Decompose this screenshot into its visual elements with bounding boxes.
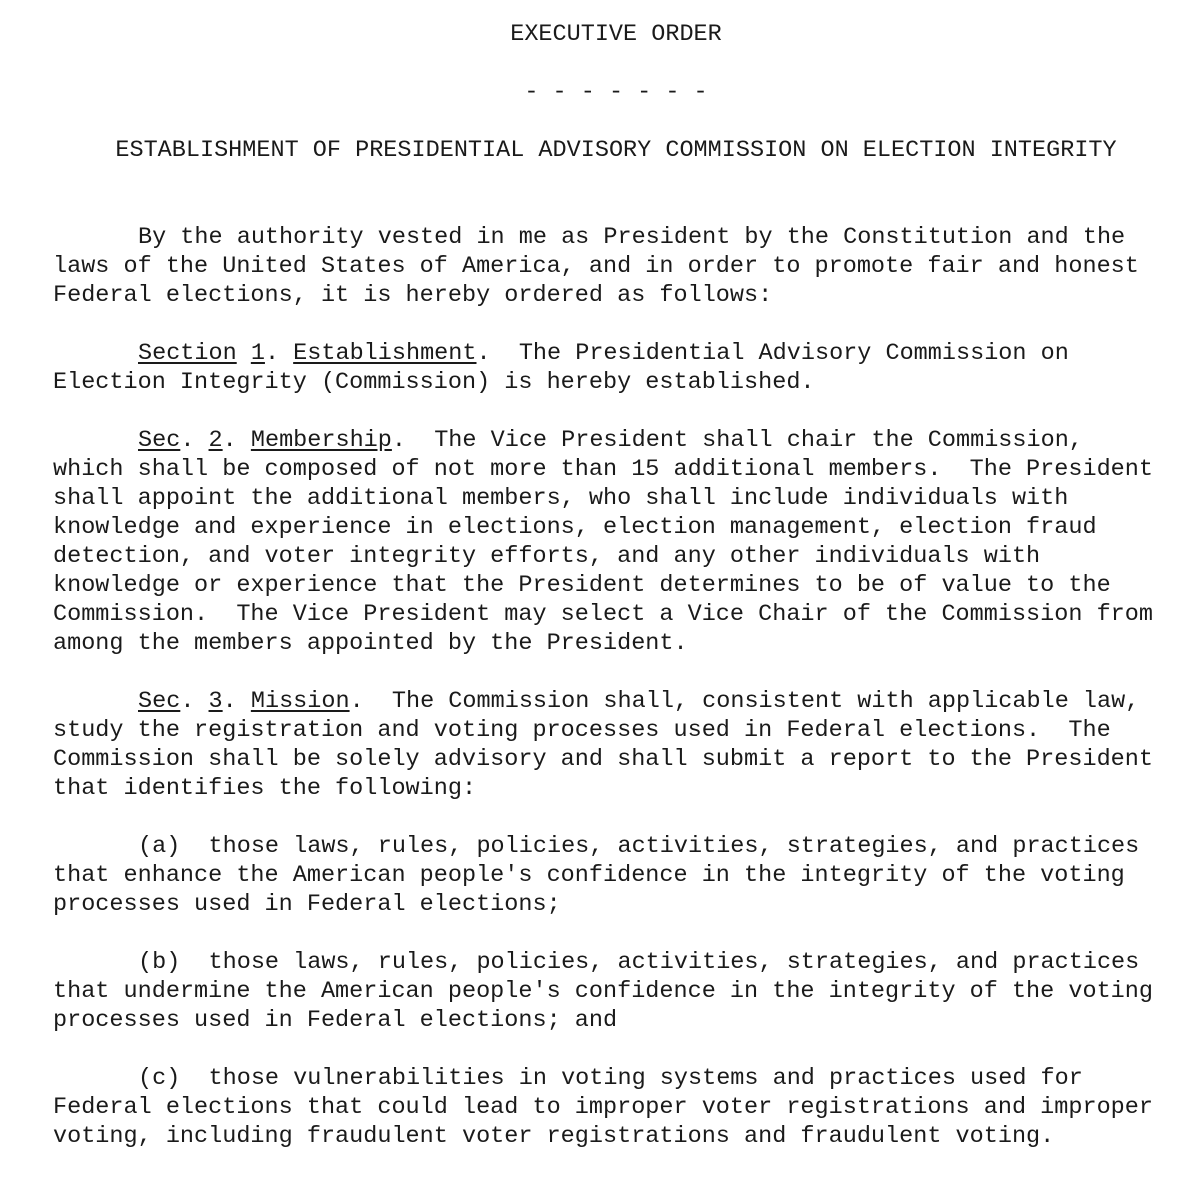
paragraph-line: among the members appointed by the President. (53, 630, 688, 657)
paragraph-line: which shall be composed of not more than 15 additional members. The President (53, 456, 1153, 483)
section-text: The Commission shall, consistent with applicable law, (363, 688, 1140, 715)
paragraph-line: Federal elections, it is hereby ordered as follows: (53, 282, 773, 309)
section-number: 2 (208, 427, 223, 454)
paragraph-line: knowledge or experience that the President determines to be of value to the (53, 572, 1111, 599)
section-heading: Establishment (293, 340, 477, 367)
section-text: The Vice President shall chair the Commission, (406, 427, 1083, 454)
section-label: Section (138, 340, 237, 367)
paragraph-line: laws of the United States of America, and in order to promote fair and honest (53, 253, 1139, 280)
section-1-paragraph (53, 339, 1193, 397)
item-a-paragraph (53, 832, 1193, 919)
section-label: Sec (138, 688, 181, 715)
paragraph-line: (c) those vulnerabilities in voting systems and practices used for (138, 1065, 1083, 1092)
paragraph-line: Commission. The Vice President may select a Vice Chair of the Commission from (53, 601, 1153, 628)
item-c-paragraph (53, 1064, 1193, 1151)
section-text: The Presidential Advisory Commission on (490, 340, 1069, 367)
section-1-first-line: Section 1. Establishment. The Presidential Advisory Commission on (138, 340, 1069, 367)
section-2-paragraph (53, 426, 1193, 658)
document-title: EXECUTIVE ORDER (510, 21, 722, 48)
section-heading: Mission (250, 688, 350, 715)
paragraph-line: processes used in Federal elections; and (53, 1007, 618, 1034)
paragraph-line: By the authority vested in me as President by the Constitution and the (138, 224, 1126, 251)
section-heading: Membership (250, 427, 392, 454)
intro-paragraph (53, 223, 1193, 310)
paragraph-line: Election Integrity (Commission) is hereby established. (53, 369, 815, 396)
section-2-first-line: Sec. 2. Membership. The Vice President shall chair the Commission, (138, 427, 1083, 454)
paragraph-line: that enhance the American people's confidence in the integrity of the voting (53, 862, 1125, 889)
paragraph-line: that identifies the following: (53, 775, 477, 802)
paragraph-line: voting, including fraudulent voter registrations and fraudulent voting. (53, 1123, 1055, 1150)
paragraph-line: (b) those laws, rules, policies, activities, strategies, and practices (138, 949, 1140, 976)
paragraph-line: detection, and voter integrity efforts, and any other individuals with (53, 543, 1041, 570)
paragraph-line: knowledge and experience in elections, election management, election fraud (53, 514, 1097, 541)
item-b-paragraph (53, 948, 1193, 1035)
paragraph-line: study the registration and voting processes used in Federal elections. The (53, 717, 1111, 744)
paragraph-line: (a) those laws, rules, policies, activities, strategies, and practices (138, 833, 1140, 860)
title-separator: - - - - - - - (524, 79, 708, 106)
document-subtitle: ESTABLISHMENT OF PRESIDENTIAL ADVISORY COMMISSION ON ELECTION INTEGRITY (115, 137, 1117, 164)
paragraph-line: Federal elections that could lead to improper voter registrations and improper (53, 1094, 1153, 1121)
paragraph-line: shall appoint the additional members, who shall include individuals with (53, 485, 1069, 512)
paragraph-line: processes used in Federal elections; (53, 891, 561, 918)
section-label: Sec (138, 427, 181, 454)
section-number: 1 (250, 340, 265, 367)
section-number: 3 (208, 688, 223, 715)
paragraph-line: that undermine the American people's confidence in the integrity of the voting (53, 978, 1153, 1005)
section-3-first-line: Sec. 3. Mission. The Commission shall, consistent with applicable law, (138, 688, 1140, 715)
paragraph-line: Commission shall be solely advisory and shall submit a report to the President (53, 746, 1153, 773)
section-3-paragraph (53, 687, 1193, 803)
